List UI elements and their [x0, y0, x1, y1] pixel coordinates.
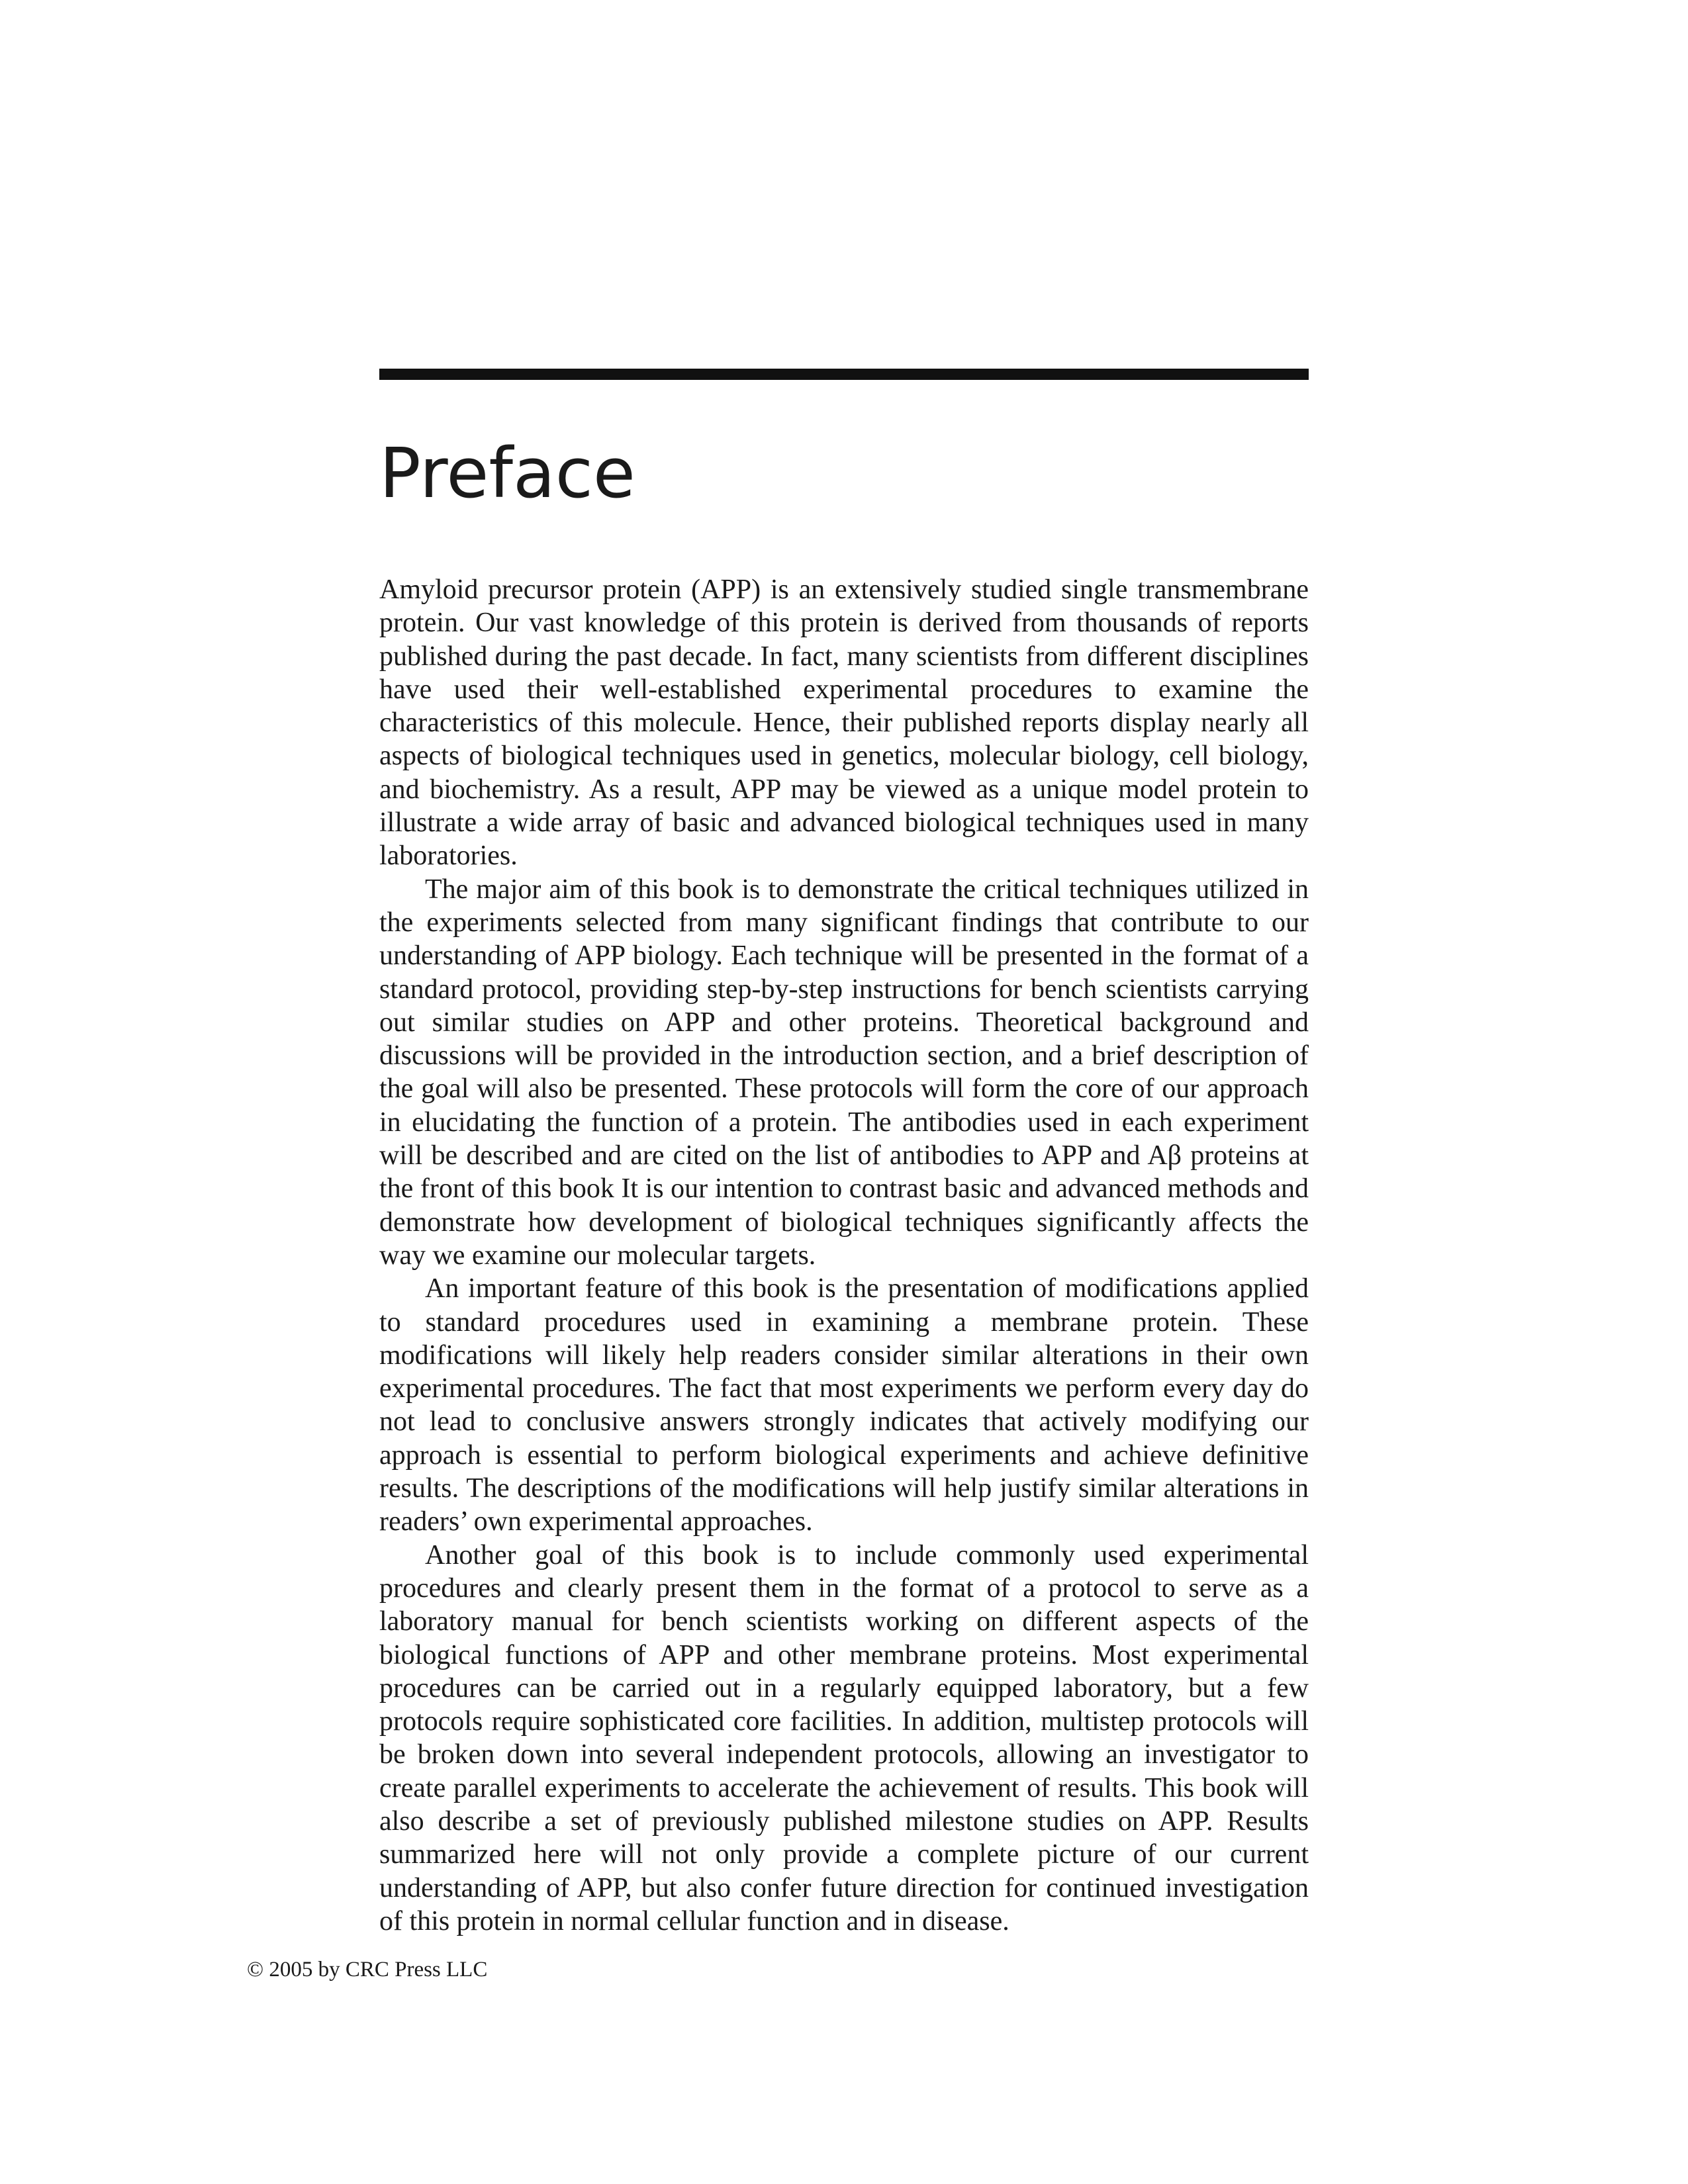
copyright-footer: © 2005 by CRC Press LLC — [247, 1958, 488, 1981]
preface-body — [379, 573, 1309, 1938]
paragraph: An important feature of this book is the presentation of modifications applied to standard procedures used in examining a membrane protein. These modifications will likely help readers consider similar alterations in their own experimental procedures. The fact that most experiments we perform every day do not lead to conclusive answers strongly indicates that actively modifying our approach is essential to perform biological experiments and achieve definitive results. The descriptions of the modifications will help justify similar alterations in readers’ own experimental approaches. — [379, 1273, 1309, 1537]
paragraph: Amyloid precursor protein (APP) is an extensively studied single transmembrane protein. Our vast knowledge of this protein is derived from thousands of reports published during the past decade. In fact, many scientists from different disciplines have used their well-established experimental procedures to examine the characteristics of this molecule. Hence, their published reports display nearly all aspects of biological techniques used in genetics, molecular biology, cell biology, and biochemistry. As a result, APP may be viewed as a unique model protein to illustrate a wide array of basic and advanced biological techniques used in many laboratories. — [379, 574, 1309, 872]
chapter-title: Preface — [379, 433, 635, 514]
paragraph: The major aim of this book is to demonstrate the critical techniques utilized in the experiments selected from many significant findings that contribute to our understanding of APP biology. Each technique will be presented in the format of a standard protocol, providing step-by-step instructions for bench scientists carrying out similar studies on APP and other proteins. Theoretical background and discussions will be provided in the introduction section, and a brief description of the goal will also be presented. These protocols will form the core of our approach in elucidating the function of a protein. The antibodies used in each experiment will be described and are cited on the list of antibodies to APP and Aβ proteins at the front of this book It is our intention to contrast basic and advanced methods and demonstrate how development of biological techniques significantly affects the way we examine our molecular targets. — [379, 874, 1309, 1271]
chapter-heading-rule — [379, 369, 1309, 380]
paragraph: Another goal of this book is to include commonly used experimental procedures and clearly present them in the format of a protocol to serve as a laboratory manual for bench scientists working on different aspects of the biological functions of APP and other membrane proteins. Most experimental procedures can be carried out in a regularly equipped laboratory, but a few protocols require sophisticated core facilities. In addition, multistep protocols will be broken down into several independent protocols, allowing an investigator to create parallel experiments to accelerate the achievement of results. This book will also describe a set of previously published milestone studies on APP. Results summarized here will not only provide a complete picture of our current understanding of APP, but also confer future direction for continued investigation of this protein in normal cellular function and in disease. — [379, 1539, 1309, 1936]
